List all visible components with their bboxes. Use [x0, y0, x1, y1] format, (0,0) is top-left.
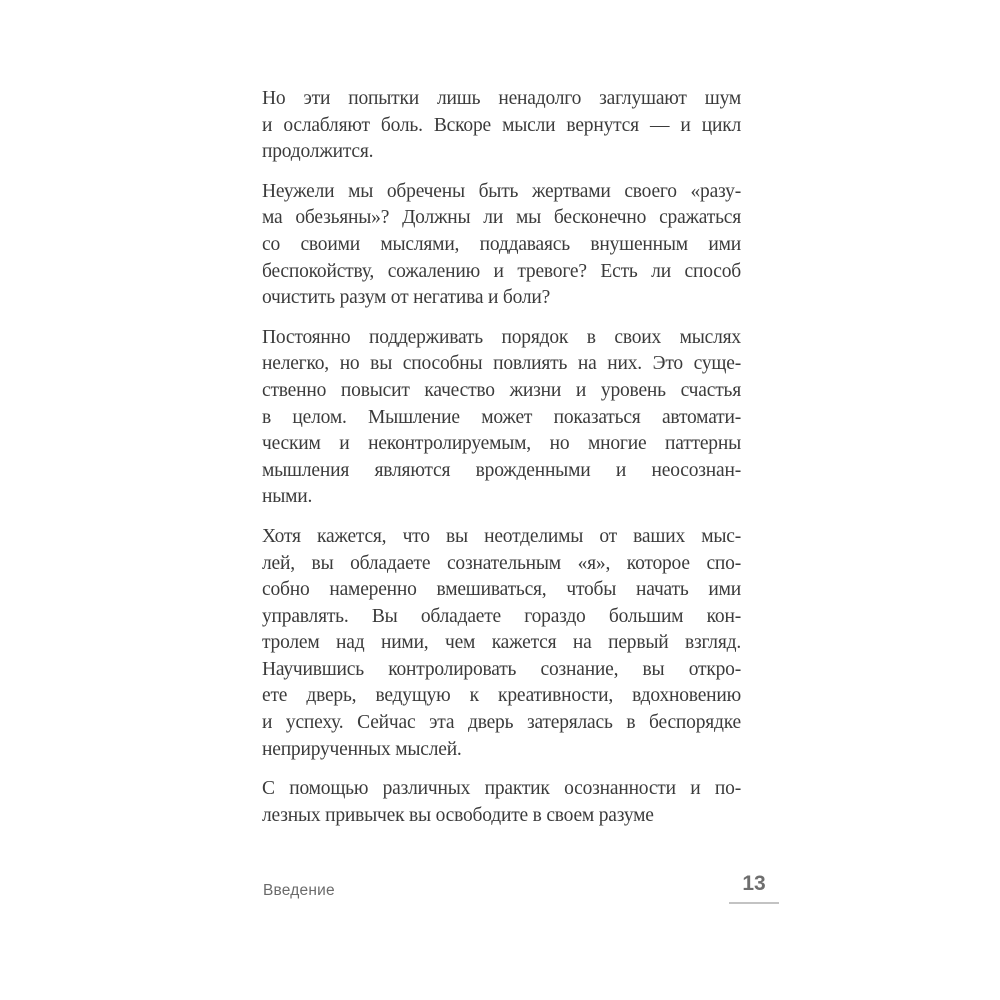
text-line: Хотя кажется, что вы неотделимы от ваших мыс- [262, 525, 741, 547]
paragraph [262, 179, 741, 312]
text-line: ными. [262, 486, 313, 508]
text-line: со своими мыслями, поддаваясь внушенным ими [262, 233, 741, 255]
text-line: С помощью различных практик осознанности и по- [262, 778, 741, 800]
text-line: ете дверь, ведущую к креативности, вдохновению [262, 685, 741, 707]
text-line: неприрученных мыслей. [262, 738, 462, 760]
text-line: Научившись контролировать сознание, вы откро- [262, 658, 741, 680]
text-line: лезных привычек вы освободите в своем разуме [262, 804, 654, 826]
paragraph [262, 86, 741, 166]
footer-section-title: Введение [263, 882, 335, 899]
text-line: очистить разум от негатива и боли? [262, 287, 551, 309]
text-line: лей, вы обладаете сознательным «я», которое спо- [262, 552, 741, 574]
text-line: ческим и неконтролируемым, но многие паттерны [262, 433, 741, 455]
text-line: ственно повысит качество жизни и уровень счастья [262, 379, 741, 401]
paragraph [262, 325, 741, 511]
text-line: тролем над ними, чем кажется на первый взгляд. [262, 632, 741, 654]
text-line: собно намеренно вмешиваться, чтобы начать ими [262, 579, 741, 601]
text-line: в целом. Мышление может показаться автомати- [262, 406, 741, 428]
page-footer [0, 870, 1000, 910]
text-line: Но эти попытки лишь ненадолго заглушают шум [262, 88, 741, 109]
paragraph [262, 524, 741, 763]
text-line: мышления являются врожденными и неосознан- [262, 459, 741, 481]
page-number: 13 [729, 872, 779, 904]
text-line: и ослабляют боль. Вскоре мысли вернутся — и цикл [262, 114, 741, 136]
text-column [262, 86, 741, 829]
text-line: продолжится. [262, 141, 374, 163]
text-line: ма обезьяны»? Должны ли мы бесконечно сражаться [262, 207, 741, 229]
paragraph [262, 776, 741, 829]
text-line: Постоянно поддерживать порядок в своих мыслях [262, 326, 741, 348]
text-line: и успеху. Сейчас эта дверь затерялась в беспорядке [262, 712, 741, 734]
text-line: управлять. Вы обладаете гораздо большим кон- [262, 605, 741, 627]
text-line: беспокойству, сожалению и тревоге? Есть ли способ [262, 260, 741, 282]
text-line: Неужели мы обречены быть жертвами своего «разу- [262, 180, 741, 202]
text-line: нелегко, но вы способны повлиять на них. Это суще- [262, 353, 741, 375]
